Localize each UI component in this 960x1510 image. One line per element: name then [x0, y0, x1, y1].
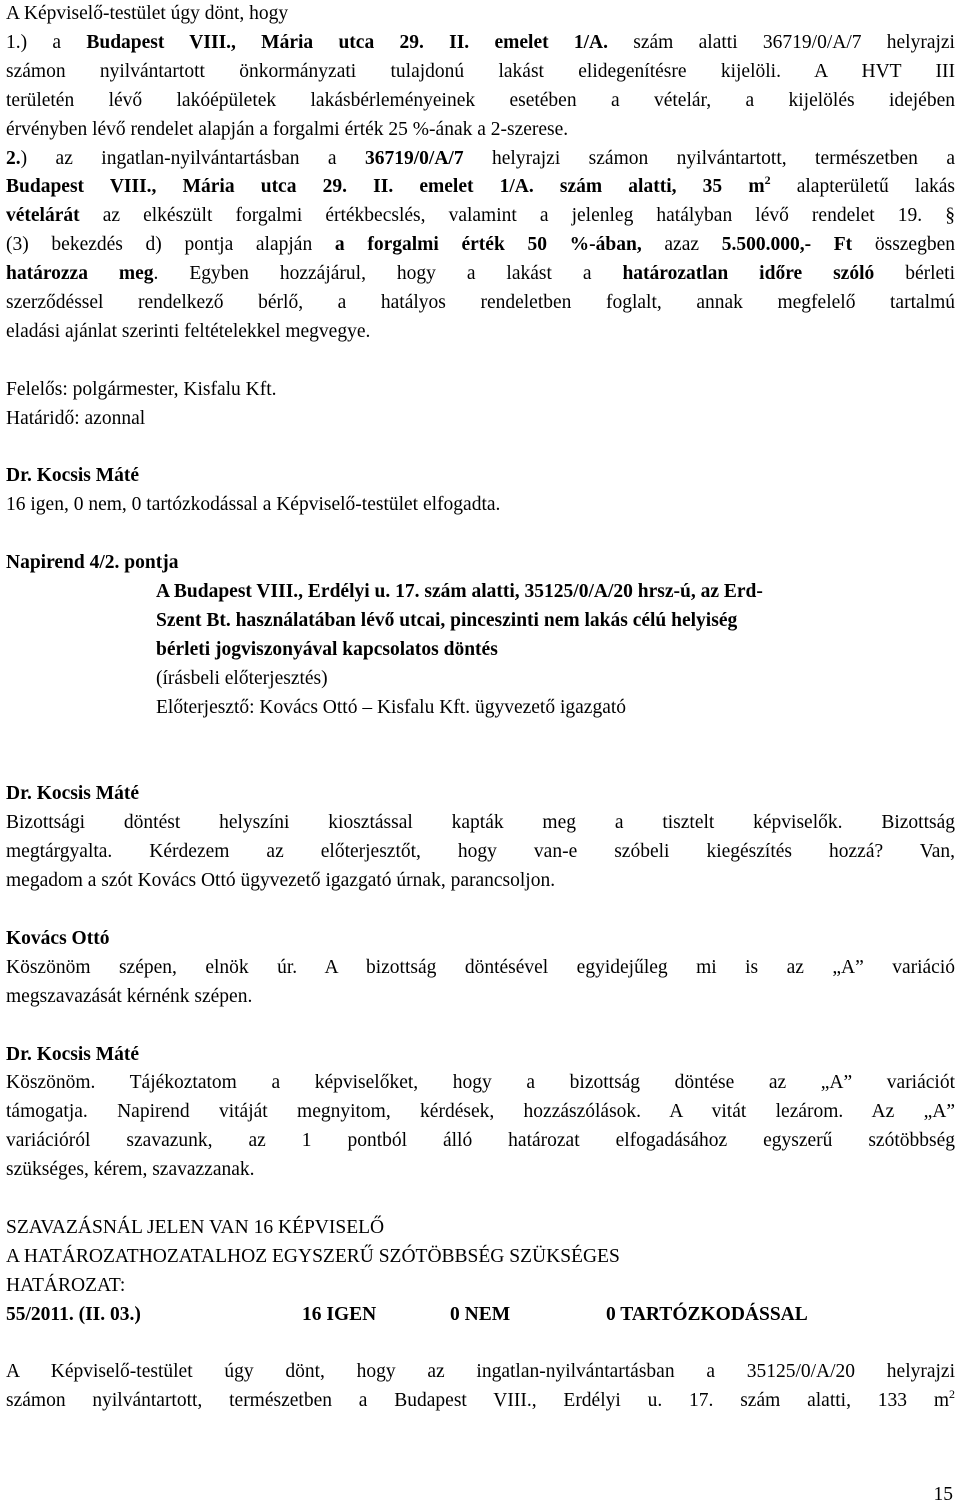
vote-present: SZAVAZÁSNÁL JELEN VAN 16 KÉPVISELŐ — [6, 1216, 385, 1238]
vote-block — [6, 1214, 955, 1330]
text-span: (3) bekezdés d) pontja alapján — [6, 234, 335, 256]
text-span: ) az ingatlan-nyilvántartásban a — [20, 147, 365, 169]
text-span: 1.) a — [6, 31, 87, 53]
text-span: alapterületű lakás — [770, 176, 955, 198]
resolution-intro: A Képviselő-testület úgy dönt, hogy — [6, 3, 289, 24]
resolution-point-1-line-4: érvényben lévő rendelet alapján a forgalmi érték 25 %-ának a 2-szerese. — [6, 118, 569, 140]
superscript: 2 — [764, 172, 771, 187]
resolution-point-2-line-6: szerződéssel rendelkező bérlő, a hatályos rendeletben foglalt, annak megfelelő tartalmú — [6, 292, 955, 314]
vote-result-row — [6, 1301, 955, 1330]
speaker-block — [6, 1041, 955, 1186]
speaker-text-line-2: támogatja. Napirend vitáját megnyitom, kérdések, hozzászólások. A vitát lezárom. Az „A” — [6, 1101, 955, 1123]
speaker-name: Dr. Kocsis Máté — [6, 465, 140, 487]
superscript: 2 — [949, 1386, 955, 1401]
agenda-label: Napirend 4/2. pontja — [6, 552, 179, 574]
speaker-block — [6, 925, 955, 1012]
resolution-point-2-line-5 — [6, 260, 955, 289]
text-span: szám alatti 36719/0/A/7 helyrajzi — [608, 31, 955, 53]
speaker-name: Kovács Ottó — [6, 927, 110, 949]
determine-bold: határozza meg — [6, 263, 154, 285]
speaker-text: 16 igen, 0 nem, 0 tartózkodással a Képviselő-testület elfogadta. — [6, 494, 501, 516]
vote-label: HATÁROZAT: — [6, 1274, 126, 1296]
point-number: 2. — [6, 147, 21, 169]
speaker-name: Dr. Kocsis Máté — [6, 1043, 140, 1065]
text-span: az elkészült forgalmi értékbecslés, valamint a jelenleg hatályban lévő rendelet 19. § — [79, 205, 955, 227]
decision-line-1: A Képviselő-testület úgy dönt, hogy az ingatlan-nyilvántartásban a 35125/0/A/20 helyrajzi — [6, 1361, 955, 1383]
resolution-number: 55/2011. (II. 03.) — [6, 1303, 141, 1325]
resolution-point-1-line-1 — [6, 29, 955, 58]
agenda-presenter: Előterjesztő: Kovács Ottó – Kisfalu Kft. ügyvezető igazgató — [156, 696, 627, 718]
text-span: Budapest VIII., Mária utca 29. II. emelet 1/A. szám alatti, 35 m — [6, 176, 765, 198]
agenda-type: (írásbeli előterjesztés) — [156, 667, 328, 689]
agenda-title-line-3: bérleti jogviszonyával kapcsolatos döntés — [156, 638, 498, 660]
decision-line-2 — [6, 1387, 955, 1416]
text-span: számon nyilvántartott, természetben a Budapest VIII., Erdélyi u. 17. szám alatti, 133 m — [6, 1390, 949, 1412]
vote-no: 0 NEM — [450, 1303, 511, 1325]
speaker-text-line-3: megadom a szót Kovács Ottó ügyvezető igazgató úrnak, parancsoljon. — [6, 870, 556, 892]
decision-block — [6, 1358, 955, 1416]
document-page — [6, 0, 955, 1416]
speaker-name: Dr. Kocsis Máté — [6, 783, 140, 805]
text-span: összegben — [852, 234, 955, 256]
resolution-point-2-line-2 — [6, 173, 955, 202]
speaker-text-line-1: Bizottsági döntést helyszíni kiosztással kapták meg a tisztelt képviselők. Bizottság — [6, 812, 955, 834]
vote-majority: A HATÁROZATHOZATALHOZ EGYSZERŰ SZÓTÖBBSÉG SZÜKSÉGES — [6, 1245, 620, 1267]
amount-bold: 5.500.000,- Ft — [721, 234, 853, 256]
text-span: helyrajzi számon nyilvántartott, természetben a — [463, 147, 955, 169]
value-bold: a forgalmi érték 50 %-ában, — [334, 234, 642, 256]
resolution-point-1-line-2: számon nyilvántartott önkormányzati tulajdonú lakást elidegenítésre kijelöli. A HVT III — [6, 60, 955, 82]
speaker-text-line-2: megszavazását kérnénk szépen. — [6, 985, 253, 1007]
price-bold: vételárát — [6, 205, 80, 227]
resolution-point-2-line-7: eladási ajánlat szerinti feltételekkel megvegye. — [6, 320, 371, 342]
speaker-text-line-4: szükséges, kérem, szavazzanak. — [6, 1159, 255, 1181]
agenda-title-line-2: Szent Bt. használatában lévő utcai, pinceszinti nem lakás célú helyiség — [156, 609, 738, 631]
speaker-block — [6, 462, 955, 520]
speaker-text-line-3: variációról szavazunk, az 1 pontból álló határozat elfogadásához egyszerű szótöbbség — [6, 1130, 955, 1152]
agenda-title-line-1: A Budapest VIII., Erdélyi u. 17. szám alatti, 35125/0/A/20 hrsz-ú, az Erd- — [156, 581, 763, 603]
speaker-text-line-1: Köszönöm szépen, elnök úr. A bizottság döntésével egyidejűleg mi is az „A” variáció — [6, 956, 955, 978]
agenda-block — [6, 549, 955, 722]
vote-abstain: 0 TARTÓZKODÁSSAL — [606, 1303, 808, 1325]
deadline-line: Határidő: azonnal — [6, 407, 146, 429]
address-bold — [6, 172, 771, 198]
resolution-point-2-line-3 — [6, 202, 955, 231]
text-span: bérleti — [874, 263, 955, 285]
resolution-block — [6, 0, 955, 434]
term-bold: határozatlan időre szóló — [622, 263, 875, 285]
text-span: . Egyben hozzájárul, hogy a lakást a — [153, 263, 623, 285]
speaker-text-line-1: Köszönöm. Tájékoztatom a képviselőket, hogy a bizottság döntése az „A” variációt — [6, 1072, 955, 1094]
speaker-text-line-2: megtárgyalta. Kérdezem az előterjesztőt, hogy van-e szóbeli kiegészítés hozzá? Van, — [6, 841, 955, 863]
text-span: azaz — [641, 234, 722, 256]
vote-yes: 16 IGEN — [302, 1303, 377, 1325]
resolution-point-1-line-3: területén lévő lakóépületek lakásbérleményeinek esetében a vételár, a kijelölés idejében — [6, 89, 955, 111]
page-number: 15 — [933, 1484, 953, 1505]
parcel-number: 36719/0/A/7 — [365, 147, 464, 169]
resolution-point-2-line-1 — [6, 145, 955, 174]
responsible-line: Felelős: polgármester, Kisfalu Kft. — [6, 378, 277, 400]
resolution-point-2-line-4 — [6, 231, 955, 260]
address-bold: Budapest VIII., Mária utca 29. II. emelet 1/A. — [86, 31, 608, 53]
speaker-block — [6, 780, 955, 896]
